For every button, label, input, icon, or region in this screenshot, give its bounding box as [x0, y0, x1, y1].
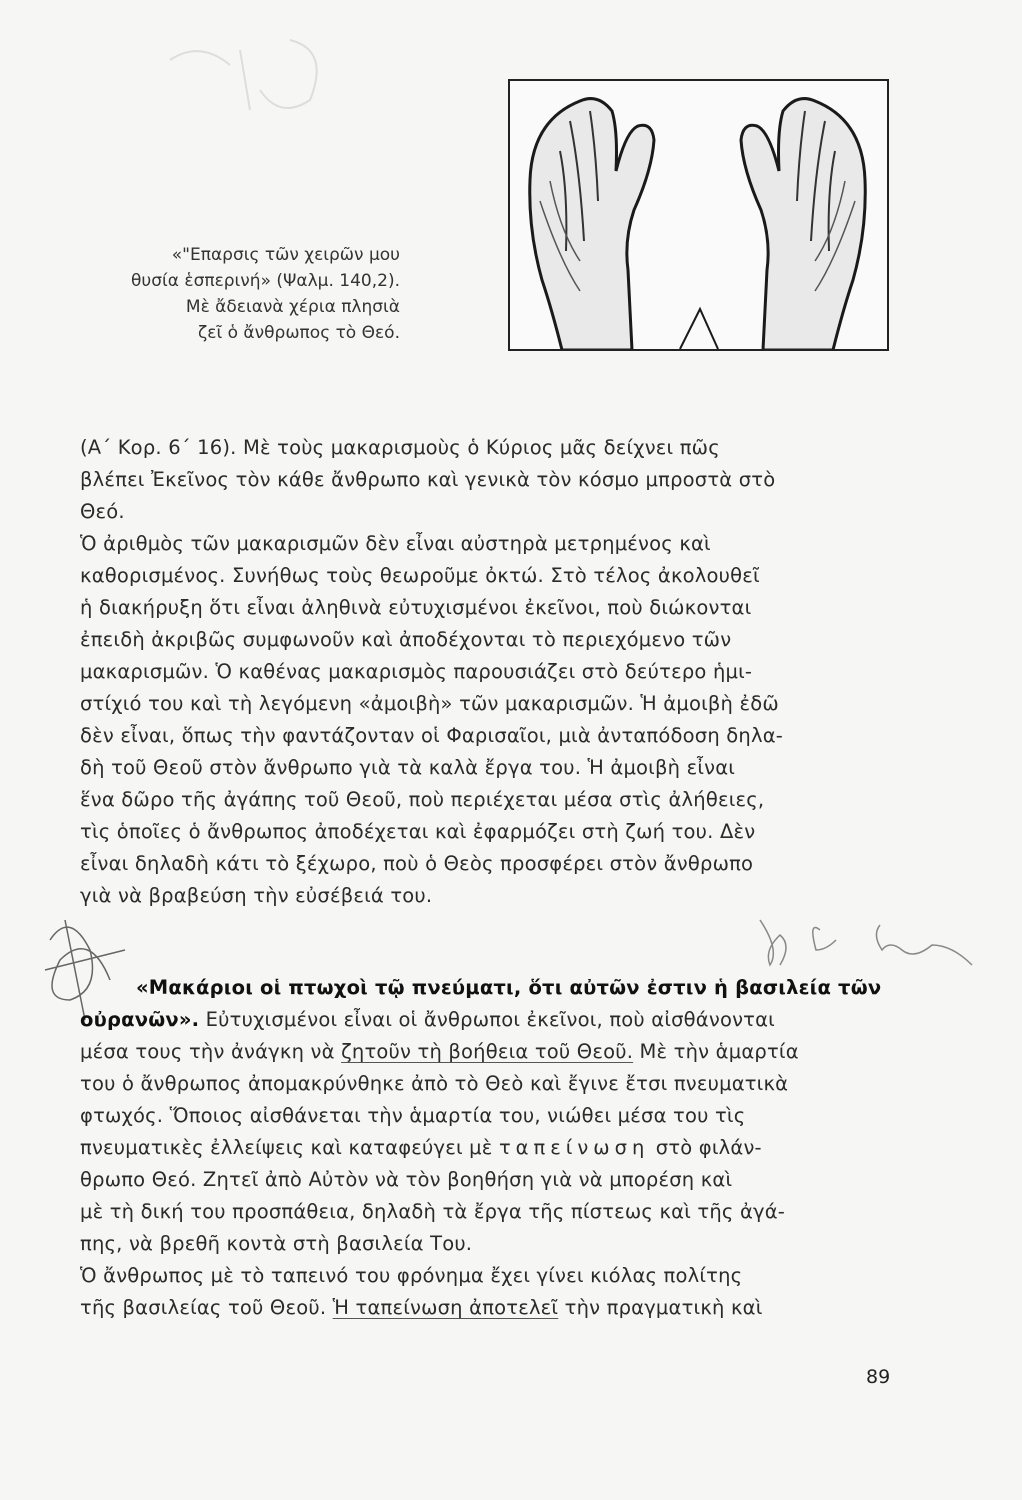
- caption-line: ζεῖ ὁ ἄνθρωπος τὸ Θεό.: [198, 323, 400, 343]
- text-line: (Α΄ Κορ. 6΄ 16). Μὲ τοὺς μακαρισμοὺς ὁ Κύριος μᾶς δείχνει πῶς: [80, 436, 720, 459]
- text-fragment: πνευματικὲς ἐλλείψεις καὶ καταφεύγει μὲ: [80, 1136, 499, 1159]
- paragraph-1: [80, 432, 895, 912]
- beatitude-heading-end: οὐρανῶν».: [80, 1008, 200, 1031]
- text-fragment: στὸ φιλάν-: [649, 1136, 762, 1159]
- text-fragment: τὴν πραγματικὴ καὶ: [558, 1296, 763, 1319]
- text-line: Θεό.: [80, 500, 125, 523]
- text-line: ἕνα δῶρο τῆς ἀγάπης τοῦ Θεοῦ, ποὺ περιέχεται μέσα στὶς ἀλήθειες,: [80, 788, 765, 811]
- text-fragment: μέσα τους τὴν ἀνάγκη νὰ: [80, 1040, 342, 1063]
- text-line: του ὁ ἄνθρωπος ἀπομακρύνθηκε ἀπὸ τὸ Θεὸ καὶ ἔγινε ἔτσι πνευματικὰ: [80, 1072, 789, 1095]
- caption-line: θυσία ἑσπερινή» (Ψαλμ. 140,2).: [131, 271, 400, 291]
- text-line: φτωχός. Ὅποιος αἰσθάνεται τὴν ἁμαρτία του, νιώθει μέσα του τὶς: [80, 1104, 746, 1127]
- text-line: Ὁ ἀριθμὸς τῶν μακαρισμῶν δὲν εἶναι αὐστηρὰ μετρημένος καὶ: [80, 532, 711, 555]
- text-fragment: Μὲ τὴν ἁμαρτία: [633, 1040, 799, 1063]
- hands-drawing: [510, 81, 887, 349]
- text-line: Ὁ ἄνθρωπος μὲ τὸ ταπεινό του φρόνημα ἔχει γίνει κιόλας πολίτης: [80, 1264, 743, 1287]
- hands-illustration: [508, 79, 889, 351]
- text-line: [80, 1132, 895, 1164]
- text-line: ἐπειδὴ ἀκριβῶς συμφωνοῦν καὶ ἀποδέχονται τὸ περιεχόμενο τῶν: [80, 628, 732, 651]
- text-fragment: Εὐτυχισμένοι εἶναι οἱ ἄνθρωποι ἐκεῖνοι, ποὺ αἰσθάνονται: [199, 1008, 775, 1031]
- text-line: τὶς ὁποῖες ὁ ἄνθρωπος ἀποδέχεται καὶ ἐφαρμόζει στὴ ζωή του. Δὲν: [80, 820, 756, 843]
- text-line: [80, 1036, 895, 1068]
- text-line: μακαρισμῶν. Ὁ καθένας μακαρισμὸς παρουσιάζει στὸ δεύτερο ἡμι-: [80, 660, 753, 683]
- text-line: ἡ διακήρυξη ὅτι εἶναι ἀληθινὰ εὐτυχισμένοι ἐκεῖνοι, ποὺ διώκονται: [80, 596, 752, 619]
- text-line: [80, 1292, 895, 1324]
- text-line: καθορισμένος. Συνήθως τοὺς θεωροῦμε ὀκτώ. Στὸ τέλος ἀκολουθεῖ: [80, 564, 760, 587]
- faint-pencil-marks: [150, 20, 450, 140]
- text-line: μὲ τὴ δική του προσπάθεια, δηλαδὴ τὰ ἔργα τῆς πίστεως καὶ τῆς ἀγά-: [80, 1200, 786, 1223]
- spaced-emphasis: ταπείνωση: [498, 1136, 650, 1159]
- text-line: στίχιό του καὶ τὴ λεγόμενη «ἀμοιβὴ» τῶν μακαρισμῶν. Ἡ ἀμοιβὴ ἐδῶ: [80, 692, 779, 715]
- figure-caption: [80, 242, 400, 346]
- text-line: εἶναι δηλαδὴ κάτι τὸ ξέχωρο, ποὺ ὁ Θεὸς προσφέρει στὸν ἄνθρωπο: [80, 852, 754, 875]
- underlined-text: ζητοῦν τὴ βοήθεια τοῦ Θεοῦ.: [341, 1040, 634, 1063]
- caption-line: «"Επαρσις τῶν χειρῶν μου: [171, 245, 400, 265]
- caption-line: Μὲ ἄδειανὰ χέρια πλησιὰ: [185, 297, 400, 317]
- text-line: βλέπει Ἐκεῖνος τὸν κάθε ἄνθρωπο καὶ γενικὰ τὸν κόσμο μπροστὰ στὸ: [80, 468, 776, 491]
- text-line: δὴ τοῦ Θεοῦ στὸν ἄνθρωπο γιὰ τὰ καλὰ ἔργα του. Ἡ ἀμοιβὴ εἶναι: [80, 756, 736, 779]
- text-line: θρωπο Θεό. Ζητεῖ ἀπὸ Αὐτὸν νὰ τὸν βοηθήση γιὰ νὰ μπορέση καὶ: [80, 1168, 733, 1191]
- text-line: [80, 1004, 895, 1036]
- paragraph-2: [80, 972, 895, 1324]
- beatitude-heading: «Μακάριοι οἱ πτωχοὶ τῷ πνεύματι, ὅτι αὐτῶν ἐστιν ἡ βασιλεία τῶν: [136, 976, 882, 999]
- underlined-text: Ἡ ταπείνωση ἀποτελεῖ: [332, 1296, 559, 1319]
- text-line: δὲν εἶναι, ὅπως τὴν φαντάζονταν οἱ Φαρισαῖοι, μιὰ ἀνταπόδοση δηλα-: [80, 724, 784, 747]
- text-line: πης, νὰ βρεθῆ κοντὰ στὴ βασιλεία Του.: [80, 1232, 473, 1255]
- text-fragment: τῆς βασιλείας τοῦ Θεοῦ.: [80, 1296, 333, 1319]
- text-line: γιὰ νὰ βραβεύση τὴν εὐσέβειά του.: [80, 884, 433, 907]
- text-line: [80, 972, 895, 1004]
- page-number: 89: [866, 1366, 891, 1388]
